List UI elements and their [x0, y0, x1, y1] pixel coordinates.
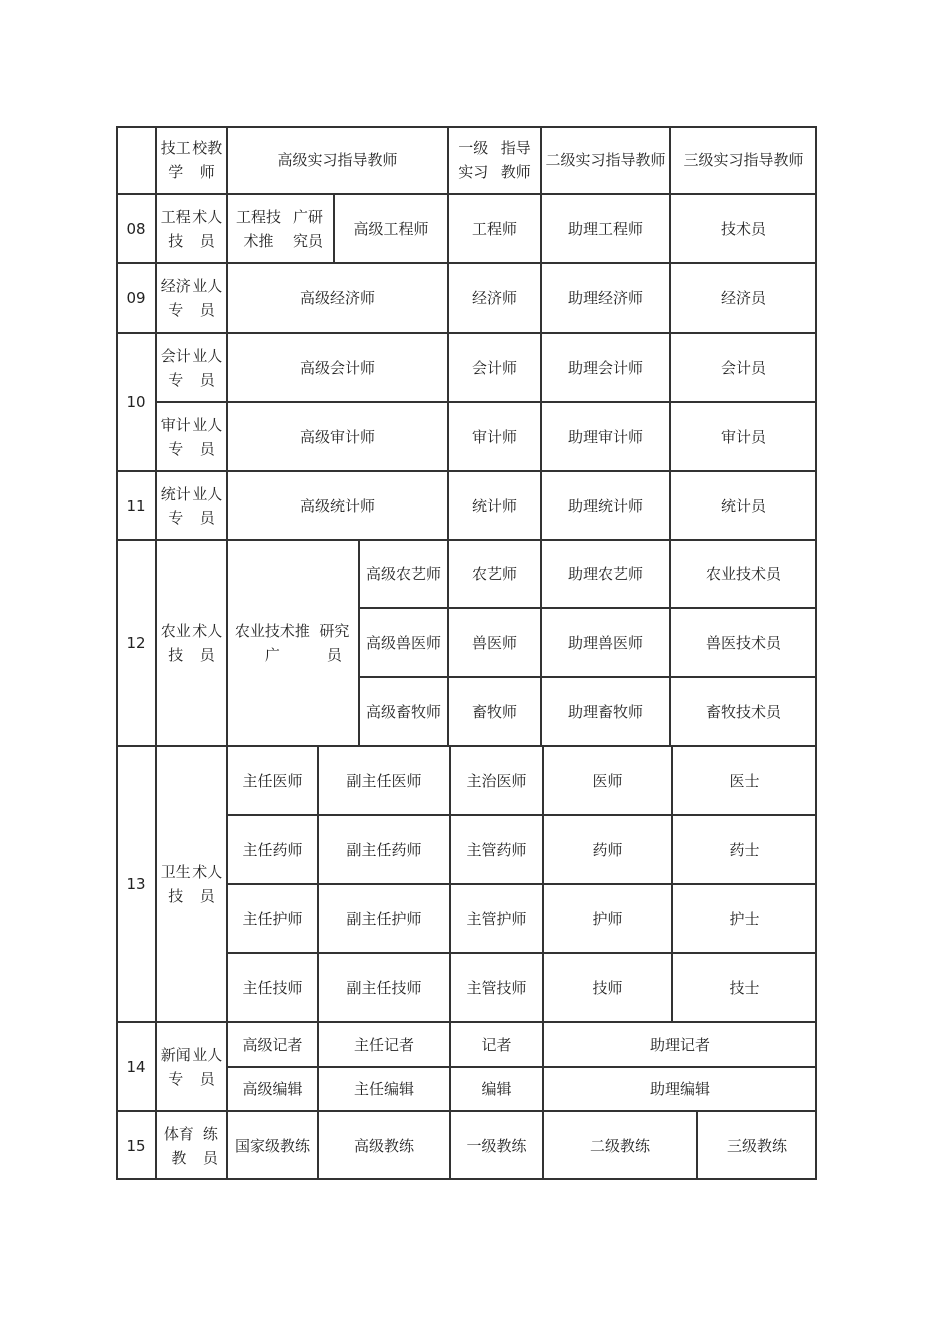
table-rule: [358, 540, 360, 746]
header-cell: 一级实习 指导教师: [458, 139, 531, 181]
table-cell: 助理审计师: [567, 427, 643, 446]
table-cell: 高级教练: [353, 1136, 414, 1155]
category-cell: 经济专 业人员: [160, 277, 223, 319]
table-cell: 审计师: [471, 427, 517, 446]
table-cell: 助理工程师: [567, 219, 643, 238]
table-cell: 高级编辑: [242, 1080, 303, 1098]
category-cell: 体育教 练员: [163, 1124, 218, 1167]
table-cell: 护士: [729, 909, 760, 928]
table-cell: 高级记者: [242, 1035, 303, 1054]
table-cell: 副主任 技师: [346, 978, 422, 997]
table-rule: [116, 1021, 817, 1023]
table-rule: [116, 262, 817, 264]
table-rule: [227, 883, 817, 885]
table-cell: 高级兽医 师: [365, 633, 442, 652]
table-cell: 高级工程师: [353, 219, 429, 238]
table-cell: 工程师: [471, 219, 517, 238]
header-cell: 三级实习 指导教师: [683, 151, 804, 169]
category-cell: 审计专 业人员: [160, 415, 223, 458]
table-cell: 农业技术推广 研究员: [234, 622, 350, 664]
table-cell: 统计师: [471, 496, 517, 515]
table-rule: [116, 470, 817, 472]
table-cell: 高级农艺 师: [365, 565, 442, 583]
table-cell: 副主任 药师: [346, 840, 422, 859]
table-cell: 副主任 医师: [346, 771, 422, 790]
table-cell: 技术员: [720, 219, 766, 238]
table-rule: [317, 746, 319, 1180]
table-rule: [116, 745, 817, 747]
row-number: 15: [126, 1136, 146, 1155]
table-rule: [449, 746, 451, 1180]
table-cell: 高级审计师: [299, 427, 375, 446]
table-cell: 高级会计师: [299, 358, 375, 377]
table-cell: 主管技师: [466, 978, 527, 997]
table-cell: 工程技术推 广研究员: [235, 207, 323, 250]
table-cell: 二级教练: [589, 1136, 650, 1155]
table-cell: 畜牧师: [471, 702, 517, 721]
row-number: 10: [126, 393, 146, 411]
row-number: 11: [126, 496, 146, 515]
table-rule: [227, 814, 817, 816]
category-cell: 新闻专 业人员: [160, 1045, 223, 1088]
row-number: 09: [126, 289, 146, 307]
table-cell: 会计员: [720, 358, 766, 377]
table-cell: 高级统计师: [299, 496, 375, 515]
table-cell: 助理兽医师: [567, 633, 643, 652]
table-cell: 助理经济师: [567, 289, 643, 307]
table-cell: 国家级教 练: [234, 1136, 311, 1155]
table-rule: [116, 332, 817, 334]
table-cell: 经济员: [720, 289, 766, 307]
table-cell: 主治医师: [466, 771, 527, 790]
table-cell: 主任医师: [242, 771, 303, 790]
table-cell: 医士: [729, 771, 760, 790]
row-number: 13: [126, 875, 146, 893]
category-cell: 农业技 术人员: [160, 622, 223, 664]
row-number: 12: [126, 634, 146, 652]
table-cell: 主任记者: [353, 1035, 414, 1054]
table-cell: 助理统计师: [567, 496, 643, 515]
category-cell: 统计专 业人员: [160, 484, 223, 527]
table-cell: 药师: [592, 840, 623, 859]
table-cell: 会计师: [471, 358, 517, 377]
row-number: 08: [126, 219, 146, 238]
table-cell: 畜牧技术员: [705, 702, 781, 721]
category-cell: 工程技 术人员: [160, 207, 223, 250]
table-rule: [359, 607, 817, 609]
table-rule: [155, 126, 157, 1180]
table-cell: 助理畜牧师: [567, 702, 643, 721]
table-cell: 农艺师: [471, 565, 517, 583]
table-cell: 助理会计师: [567, 358, 643, 377]
table-cell: 药士: [729, 840, 760, 859]
category-cell: 会计专 业人员: [160, 346, 223, 389]
table-cell: 高级畜牧 师: [365, 702, 442, 721]
table-cell: 主任编辑: [353, 1080, 414, 1098]
category-cell: 卫生技 术人员: [160, 863, 223, 905]
table-cell: 主任护师: [242, 909, 303, 928]
table-cell: 兽医师: [471, 633, 517, 652]
table-cell: 技师: [592, 978, 623, 997]
table-rule: [447, 126, 449, 746]
table-cell: 护师: [592, 909, 623, 928]
table-cell: 统计员: [720, 496, 766, 515]
table-rule: [671, 746, 673, 1022]
table-rule: [696, 1111, 698, 1180]
table-rule: [116, 193, 817, 195]
table-cell: 经济师: [471, 289, 517, 307]
table-cell: 助理农艺师: [567, 565, 643, 583]
table-rule: [156, 401, 817, 403]
table-cell: 副主任 护师: [346, 909, 422, 928]
table-rule: [116, 539, 817, 541]
table-rule: [669, 126, 671, 746]
table-rule: [542, 746, 544, 1180]
table-cell: 主管护师: [466, 909, 527, 928]
table-rule: [116, 1110, 817, 1112]
table-cell: 技士: [729, 978, 760, 997]
table-rule: [540, 126, 542, 746]
table-rule: [227, 952, 817, 954]
row-number: 14: [126, 1057, 146, 1076]
table-rule: [227, 1066, 817, 1068]
table-cell: 审计员: [720, 427, 766, 446]
table-cell: 农业技术员: [705, 565, 781, 583]
table-cell: 助理编辑: [649, 1080, 710, 1098]
table-cell: 主任技师: [242, 978, 303, 997]
table-rule: [333, 194, 335, 263]
table-rule: [359, 676, 817, 678]
table-cell: 高级经济师: [299, 289, 375, 307]
table-cell: 一级教练: [466, 1136, 527, 1155]
header-cell: 二级实习 指导教师: [545, 151, 666, 169]
table-cell: 三级教练: [726, 1136, 787, 1155]
table-cell: 助理记者: [649, 1035, 710, 1054]
table-cell: 医师: [592, 771, 623, 790]
table-cell: 主任药师: [242, 840, 303, 859]
table-cell: 主管药师: [466, 840, 527, 859]
header-cell: 高级实习 指导教师: [277, 151, 398, 169]
header-cell: 技工学 校教师: [160, 139, 223, 181]
table-rule: [226, 126, 228, 1180]
table-cell: 兽医技术员: [705, 633, 781, 652]
table-cell: 编辑: [481, 1080, 512, 1098]
table-cell: 记者: [481, 1035, 512, 1054]
